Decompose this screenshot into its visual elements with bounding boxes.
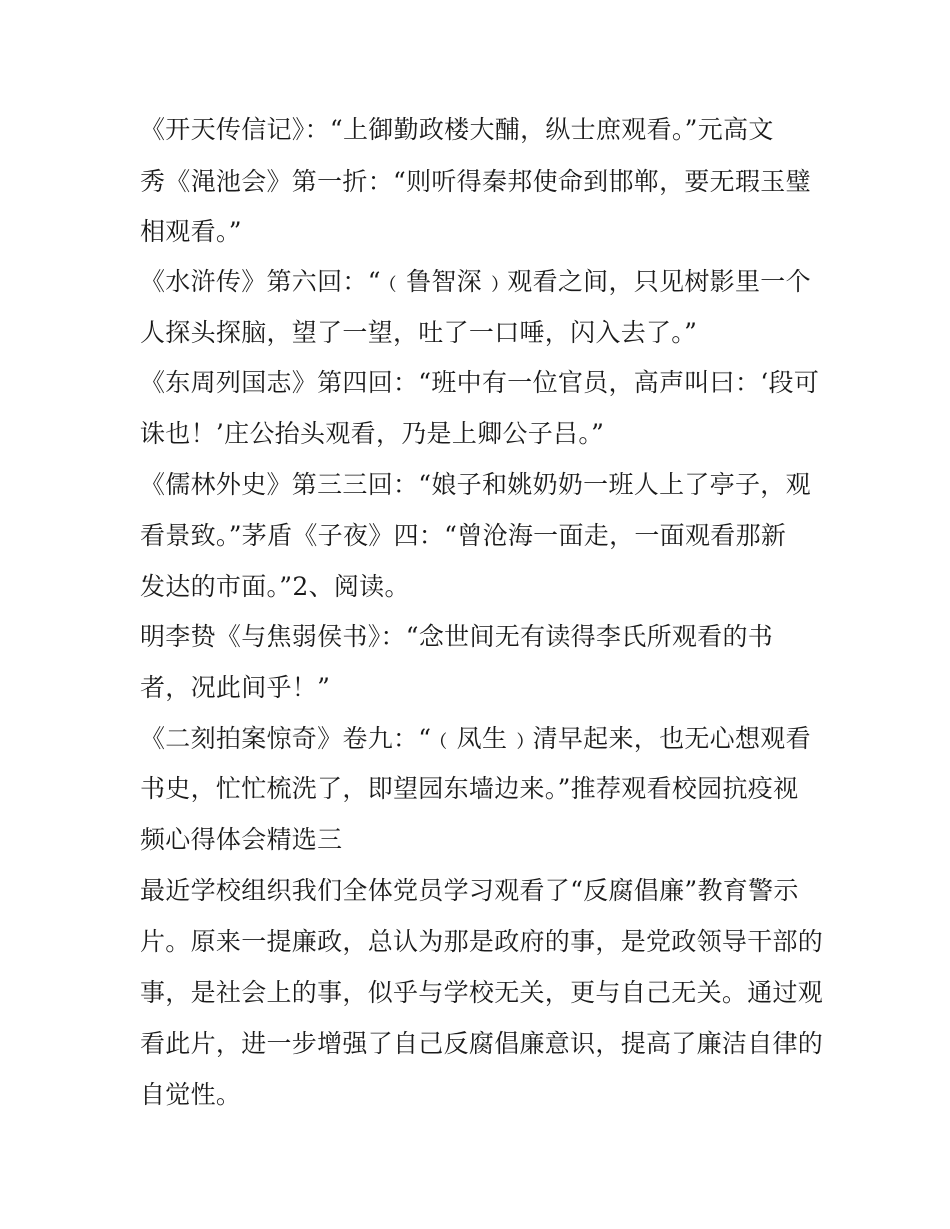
text-line: 书史，忙忙梳洗了，即望园东墙边来。”推荐观看校园抗疫视: [140, 774, 799, 803]
text-line: 自觉性。: [140, 1080, 242, 1109]
text-line: 诛也！’庄公抬头观看，乃是上卿公子吕。”: [140, 419, 605, 448]
text-line: 看景致。”茅盾《子夜》四：“曾沧海一面走，一面观看那新: [140, 521, 787, 550]
text-line: 者，况此间乎！”: [140, 673, 331, 702]
text-line: 人探头探脑，望了一望，吐了一口唾，闪入去了。”: [140, 318, 698, 347]
text-line: 发达的市面。”2、阅读。: [140, 572, 410, 601]
text-line: 《二刻拍案惊奇》卷九：“﹙凤生﹚清早起来，也无心想观看: [140, 724, 811, 753]
text-line: 片。原来一提廉政，总认为那是政府的事，是党政领导干部的: [140, 927, 824, 956]
text-line: 看此片，进一步增强了自己反腐倡廉意识，提高了廉洁自律的: [140, 1029, 824, 1058]
text-line: 明李贽《与焦弱侯书》：“念世间无有读得李氏所观看的书: [140, 622, 774, 651]
text-line: 频心得体会精选三: [140, 825, 343, 854]
text-line: 相观看。”: [140, 217, 242, 246]
text-line: 秀《渑池会》第一折：“则听得秦邦使命到邯郸，要无瑕玉璧: [140, 167, 811, 196]
text-line: 《开天传信记》：“上御勤政楼大酺，纵士庶观看。”元高文: [140, 115, 774, 144]
text-line: 《东周列国志》第四回：“班中有一位官员，高声叫曰：‘段可: [140, 368, 820, 397]
text-line: 最近学校组织我们全体党员学习观看了“反腐倡廉”教育警示: [140, 876, 799, 905]
text-line: 事，是社会上的事，似乎与学校无关，更与自己无关。通过观: [140, 978, 824, 1007]
text-line: 《水浒传》第六回：“﹙鲁智深﹚观看之间，只见树影里一个: [140, 267, 811, 296]
text-line: 《儒林外史》第三三回：“娘子和姚奶奶一班人上了亭子，观: [140, 470, 811, 499]
